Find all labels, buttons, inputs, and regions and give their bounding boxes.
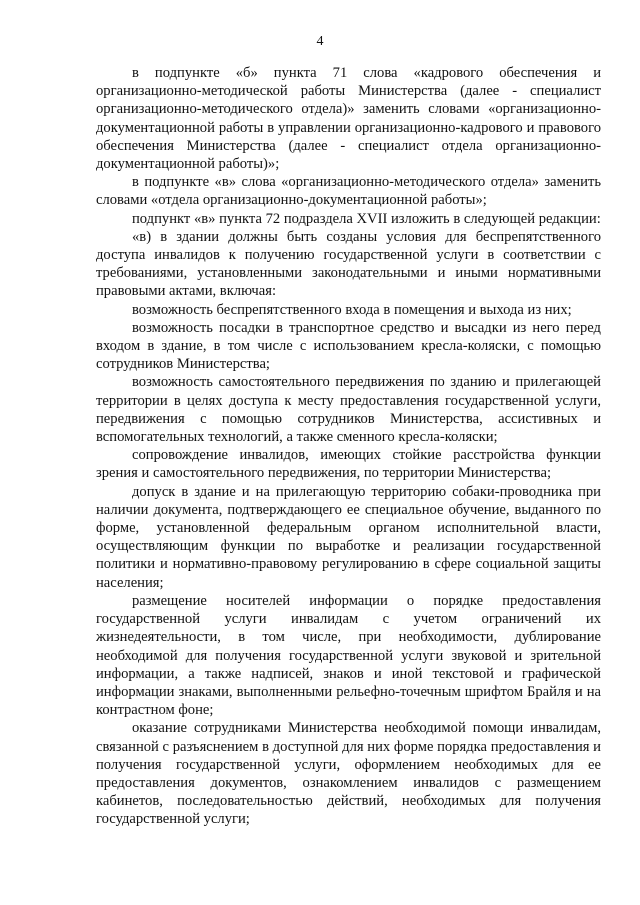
paragraph-escort: сопровождение инвалидов, имеющих стойкие расстройства функции зрения и самостоятельного передвижения, по территории Министерства;: [96, 447, 601, 482]
paragraph-information-media: размещение носителей информации о порядке предоставления государственной услуги инвалидам с учетом ограничений их жизнедеятельности, в том числе, при необходимости, дублирование необходимой для получения государственной услуги звуковой и зрительной информации, а также надписей, знаков и иной текстовой и графической информации знаками, выполненными рельефно-точечным шрифтом Брайля и на контрастном фоне;: [96, 592, 601, 719]
page-number: 4: [316, 34, 324, 49]
paragraph-subpoint-b-item-71: в подпункте «б» пункта 71 слова «кадрового обеспечения и организационно-методической работы Министерства (далее - специалист организационно-методического отдела)» заменить словами «организационно-документационной работы в управлении организационно-кадрового и правового обеспечения Министерства (далее - специалист отдела организационно-документационной работы)»;: [96, 65, 601, 173]
paragraph-guide-dog: допуск в здание и на прилегающую территорию собаки-проводника при наличии документа, подтверждающего ее специальное обучение, выданного по форме, установленной федеральным органом исполнительной власти, осуществляющим функции по выработке и реализации государственной политики и нормативно-правовому регулированию в сфере социальной защиты населения;: [96, 483, 601, 591]
paragraph-item-72-edit: подпункт «в» пункта 72 подраздела XVII изложить в следующей редакции:: [132, 210, 601, 227]
paragraph-staff-assistance: оказание сотрудниками Министерства необходимой помощи инвалидам, связанной с разъяснением в доступной для них форме порядка предоставления и получения государственной услуги, оформлением необходимых для ее предоставления документов, ознакомлением инвалидов с размещением кабинетов, последовательностью действий, необходимых для получения государственной услуги;: [96, 720, 601, 828]
paragraph-independent-movement: возможность самостоятельного передвижения по зданию и прилегающей территории в целях доступа к месту предоставления государственной услуги, передвижения с помощью сотрудников Министерства, ассистивных и вспомогательных технологий, а также сменного кресла-коляски;: [96, 374, 601, 446]
paragraph-entrance-exit: возможность беспрепятственного входа в помещения и выхода из них;: [132, 301, 572, 318]
document-body: [96, 64, 601, 829]
paragraph-subpoint-v-words: в подпункте «в» слова «организационно-методического отдела» заменить словами «отдела организационно-документационной работы»;: [96, 174, 601, 209]
paragraph-vehicle-boarding: возможность посадки в транспортное средство и высадки из него перед входом в здание, в том числе с использованием кресла-коляски, с помощью сотрудников Министерства;: [96, 319, 601, 373]
paragraph-accessibility-conditions: «в) в здании должны быть созданы условия для беспрепятственного доступа инвалидов к получению государственной услуги в соответствии с требованиями, установленными законодательными и иными нормативными правовыми актами, включая:: [96, 228, 601, 300]
